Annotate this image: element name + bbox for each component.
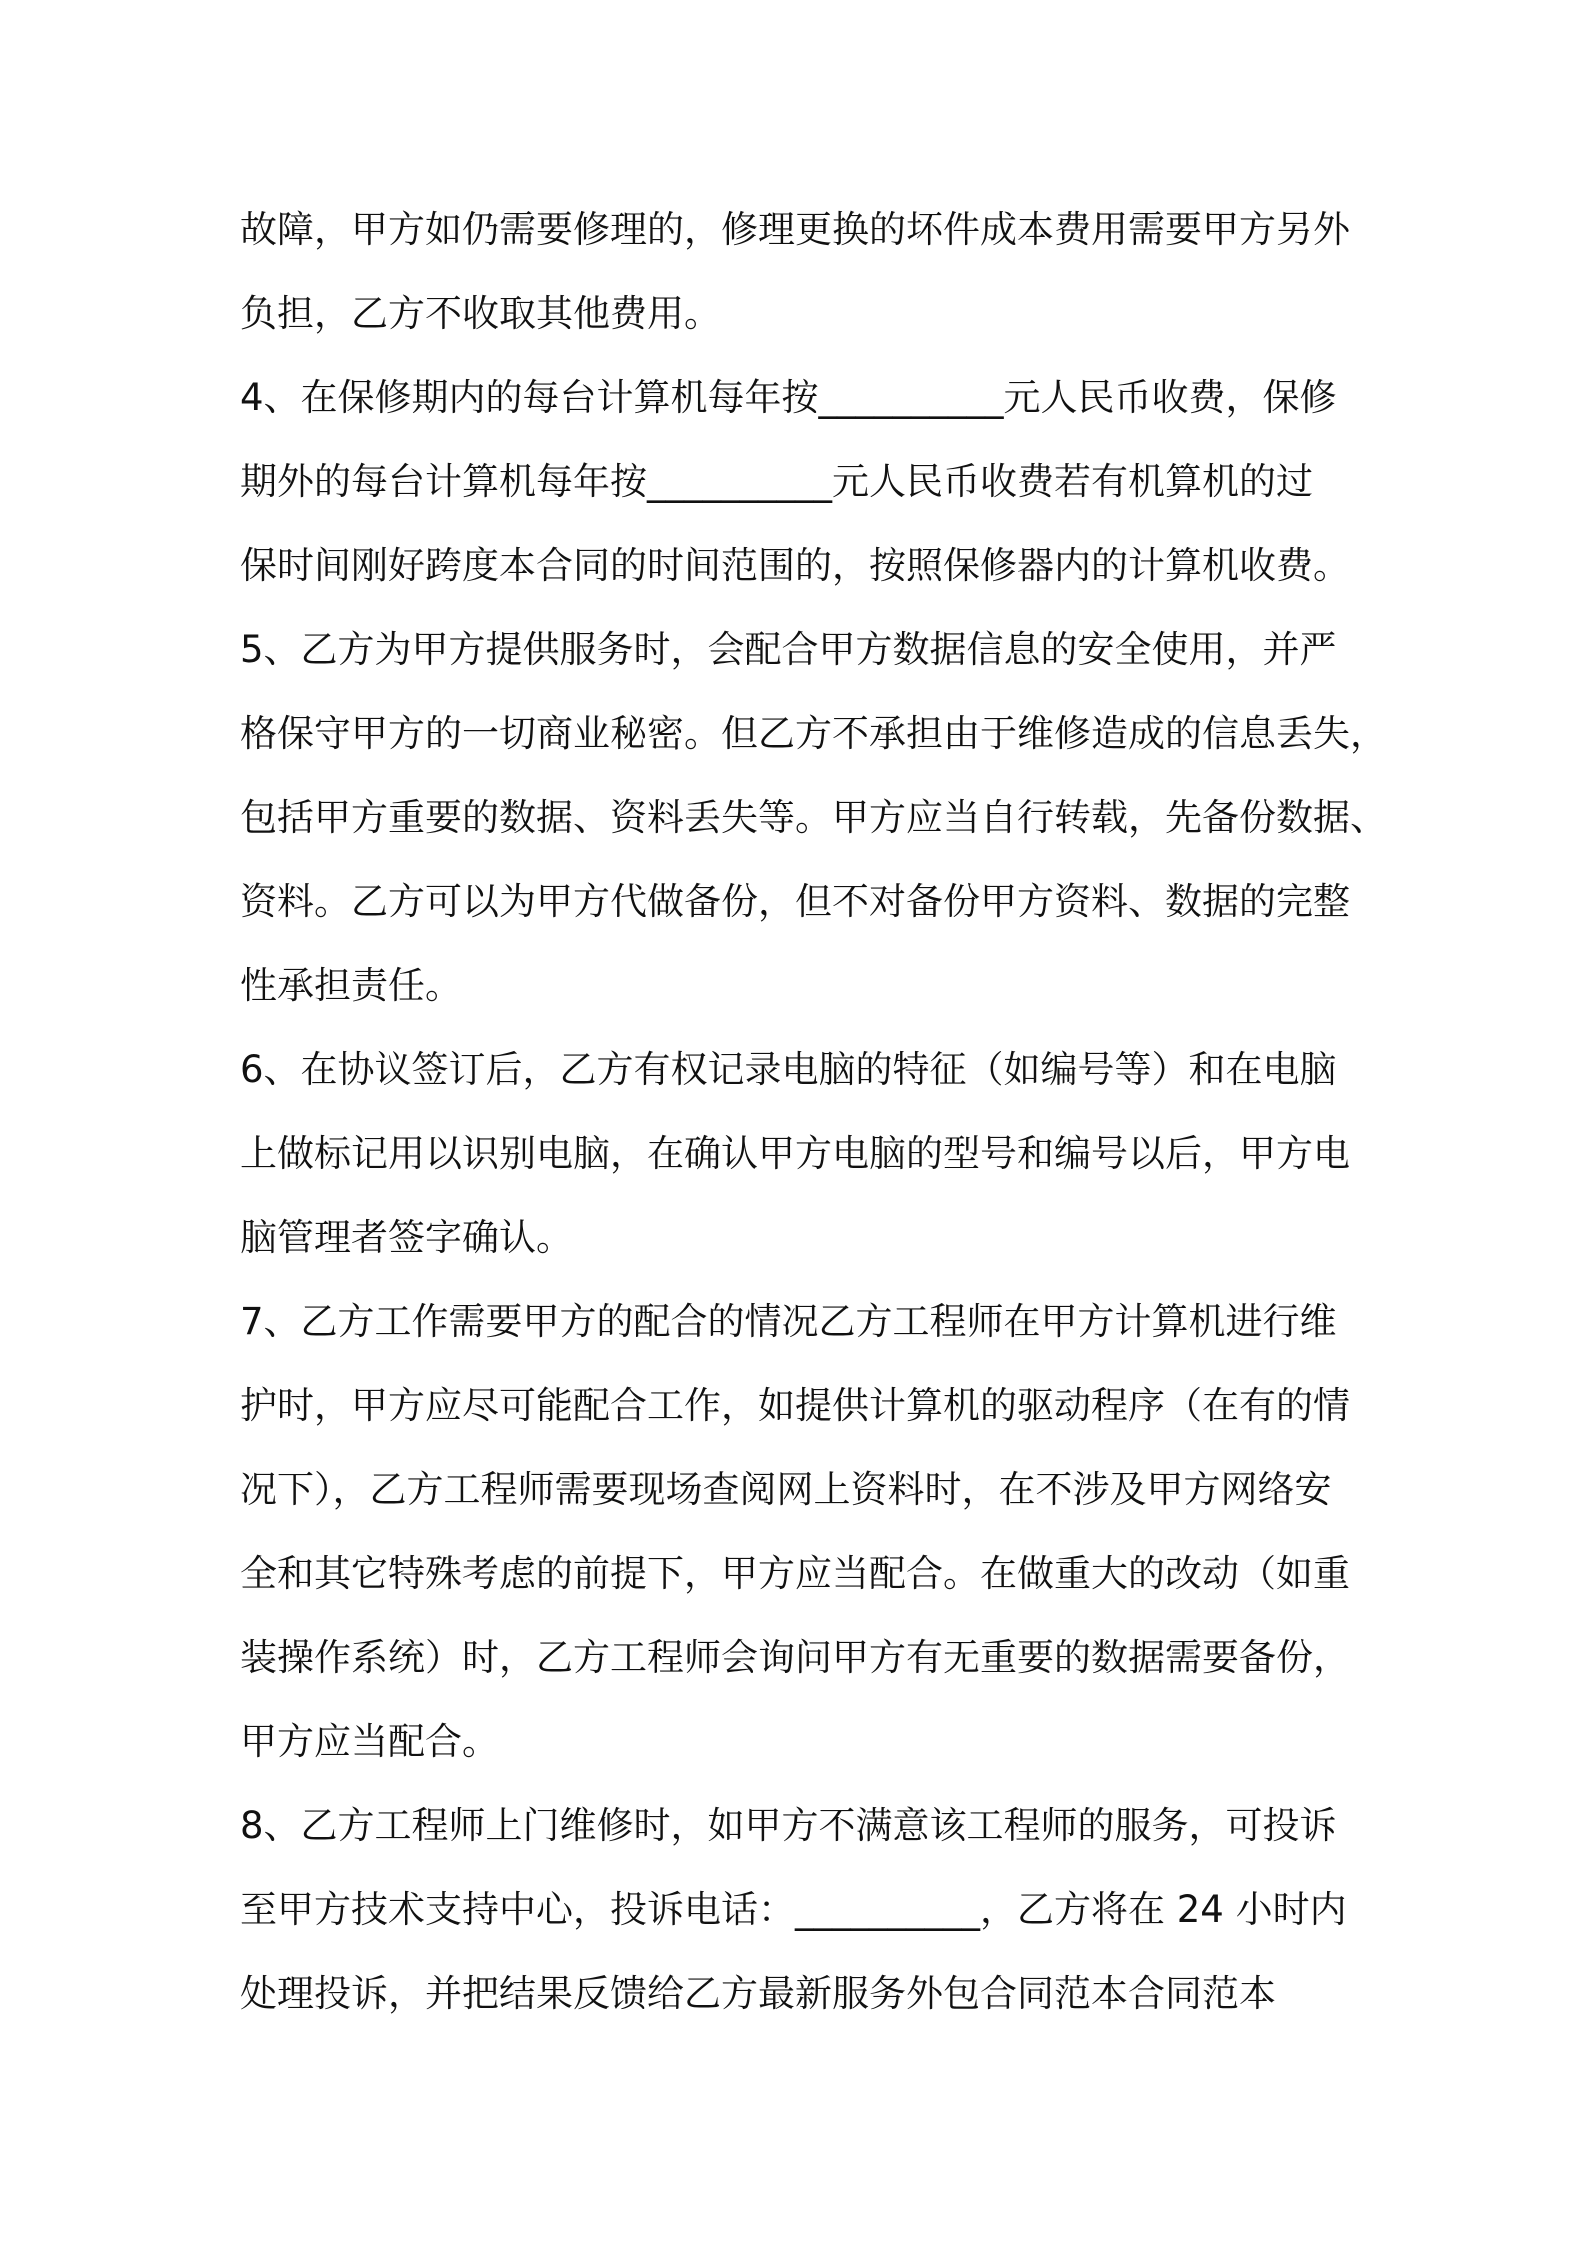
text-line: 处理投诉，并把结果反馈给乙方最新服务外包合同范本合同范本: [240, 1972, 1276, 2015]
text-line: 性承担责任。: [240, 964, 462, 1007]
text-line: 格保守甲方的一切商业秘密。但乙方不承担由于维修造成的信息丢失，: [240, 712, 1387, 755]
text-line: 4、在保修期内的每台计算机每年按__________元人民币收费，保修: [240, 376, 1337, 419]
text-line: 期外的每台计算机每年按__________元人民币收费若有机算机的过: [240, 460, 1313, 503]
text-line: 故障，甲方如仍需要修理的，修理更换的坏件成本费用需要甲方另外: [240, 208, 1350, 251]
text-line: 况下），乙方工程师需要现场查阅网上资料时，在不涉及甲方网络安: [240, 1468, 1332, 1511]
text-line: 全和其它特殊考虑的前提下，甲方应当配合。在做重大的改动（如重: [240, 1552, 1350, 1595]
document-body: [240, 202, 1387, 2050]
text-line: 至甲方技术支持中心，投诉电话：__________，乙方将在 24 小时内: [240, 1888, 1347, 1931]
text-line: 甲方应当配合。: [240, 1720, 499, 1763]
text-line: 6、在协议签订后，乙方有权记录电脑的特征（如编号等）和在电脑: [240, 1048, 1337, 1091]
text-line: 上做标记用以识别电脑，在确认甲方电脑的型号和编号以后，甲方电: [240, 1132, 1350, 1175]
text-line: 负担，乙方不收取其他费用。: [240, 292, 721, 335]
text-line: 包括甲方重要的数据、资料丢失等。甲方应当自行转载，先备份数据、: [240, 796, 1387, 839]
text-line: 护时，甲方应尽可能配合工作，如提供计算机的驱动程序（在有的情: [240, 1384, 1350, 1427]
text-line: 8、乙方工程师上门维修时，如甲方不满意该工程师的服务，可投诉: [240, 1804, 1337, 1847]
text-line: 脑管理者签字确认。: [240, 1216, 573, 1259]
text-line: 资料。乙方可以为甲方代做备份，但不对备份甲方资料、数据的完整: [240, 880, 1350, 923]
text-line: 装操作系统）时，乙方工程师会询问甲方有无重要的数据需要备份，: [240, 1636, 1350, 1679]
text-line: 5、乙方为甲方提供服务时，会配合甲方数据信息的安全使用，并严: [240, 628, 1337, 671]
text-line: 7、乙方工作需要甲方的配合的情况乙方工程师在甲方计算机进行维: [240, 1300, 1337, 1343]
text-line: 保时间刚好跨度本合同的时间范围的，按照保修器内的计算机收费。: [240, 544, 1350, 587]
